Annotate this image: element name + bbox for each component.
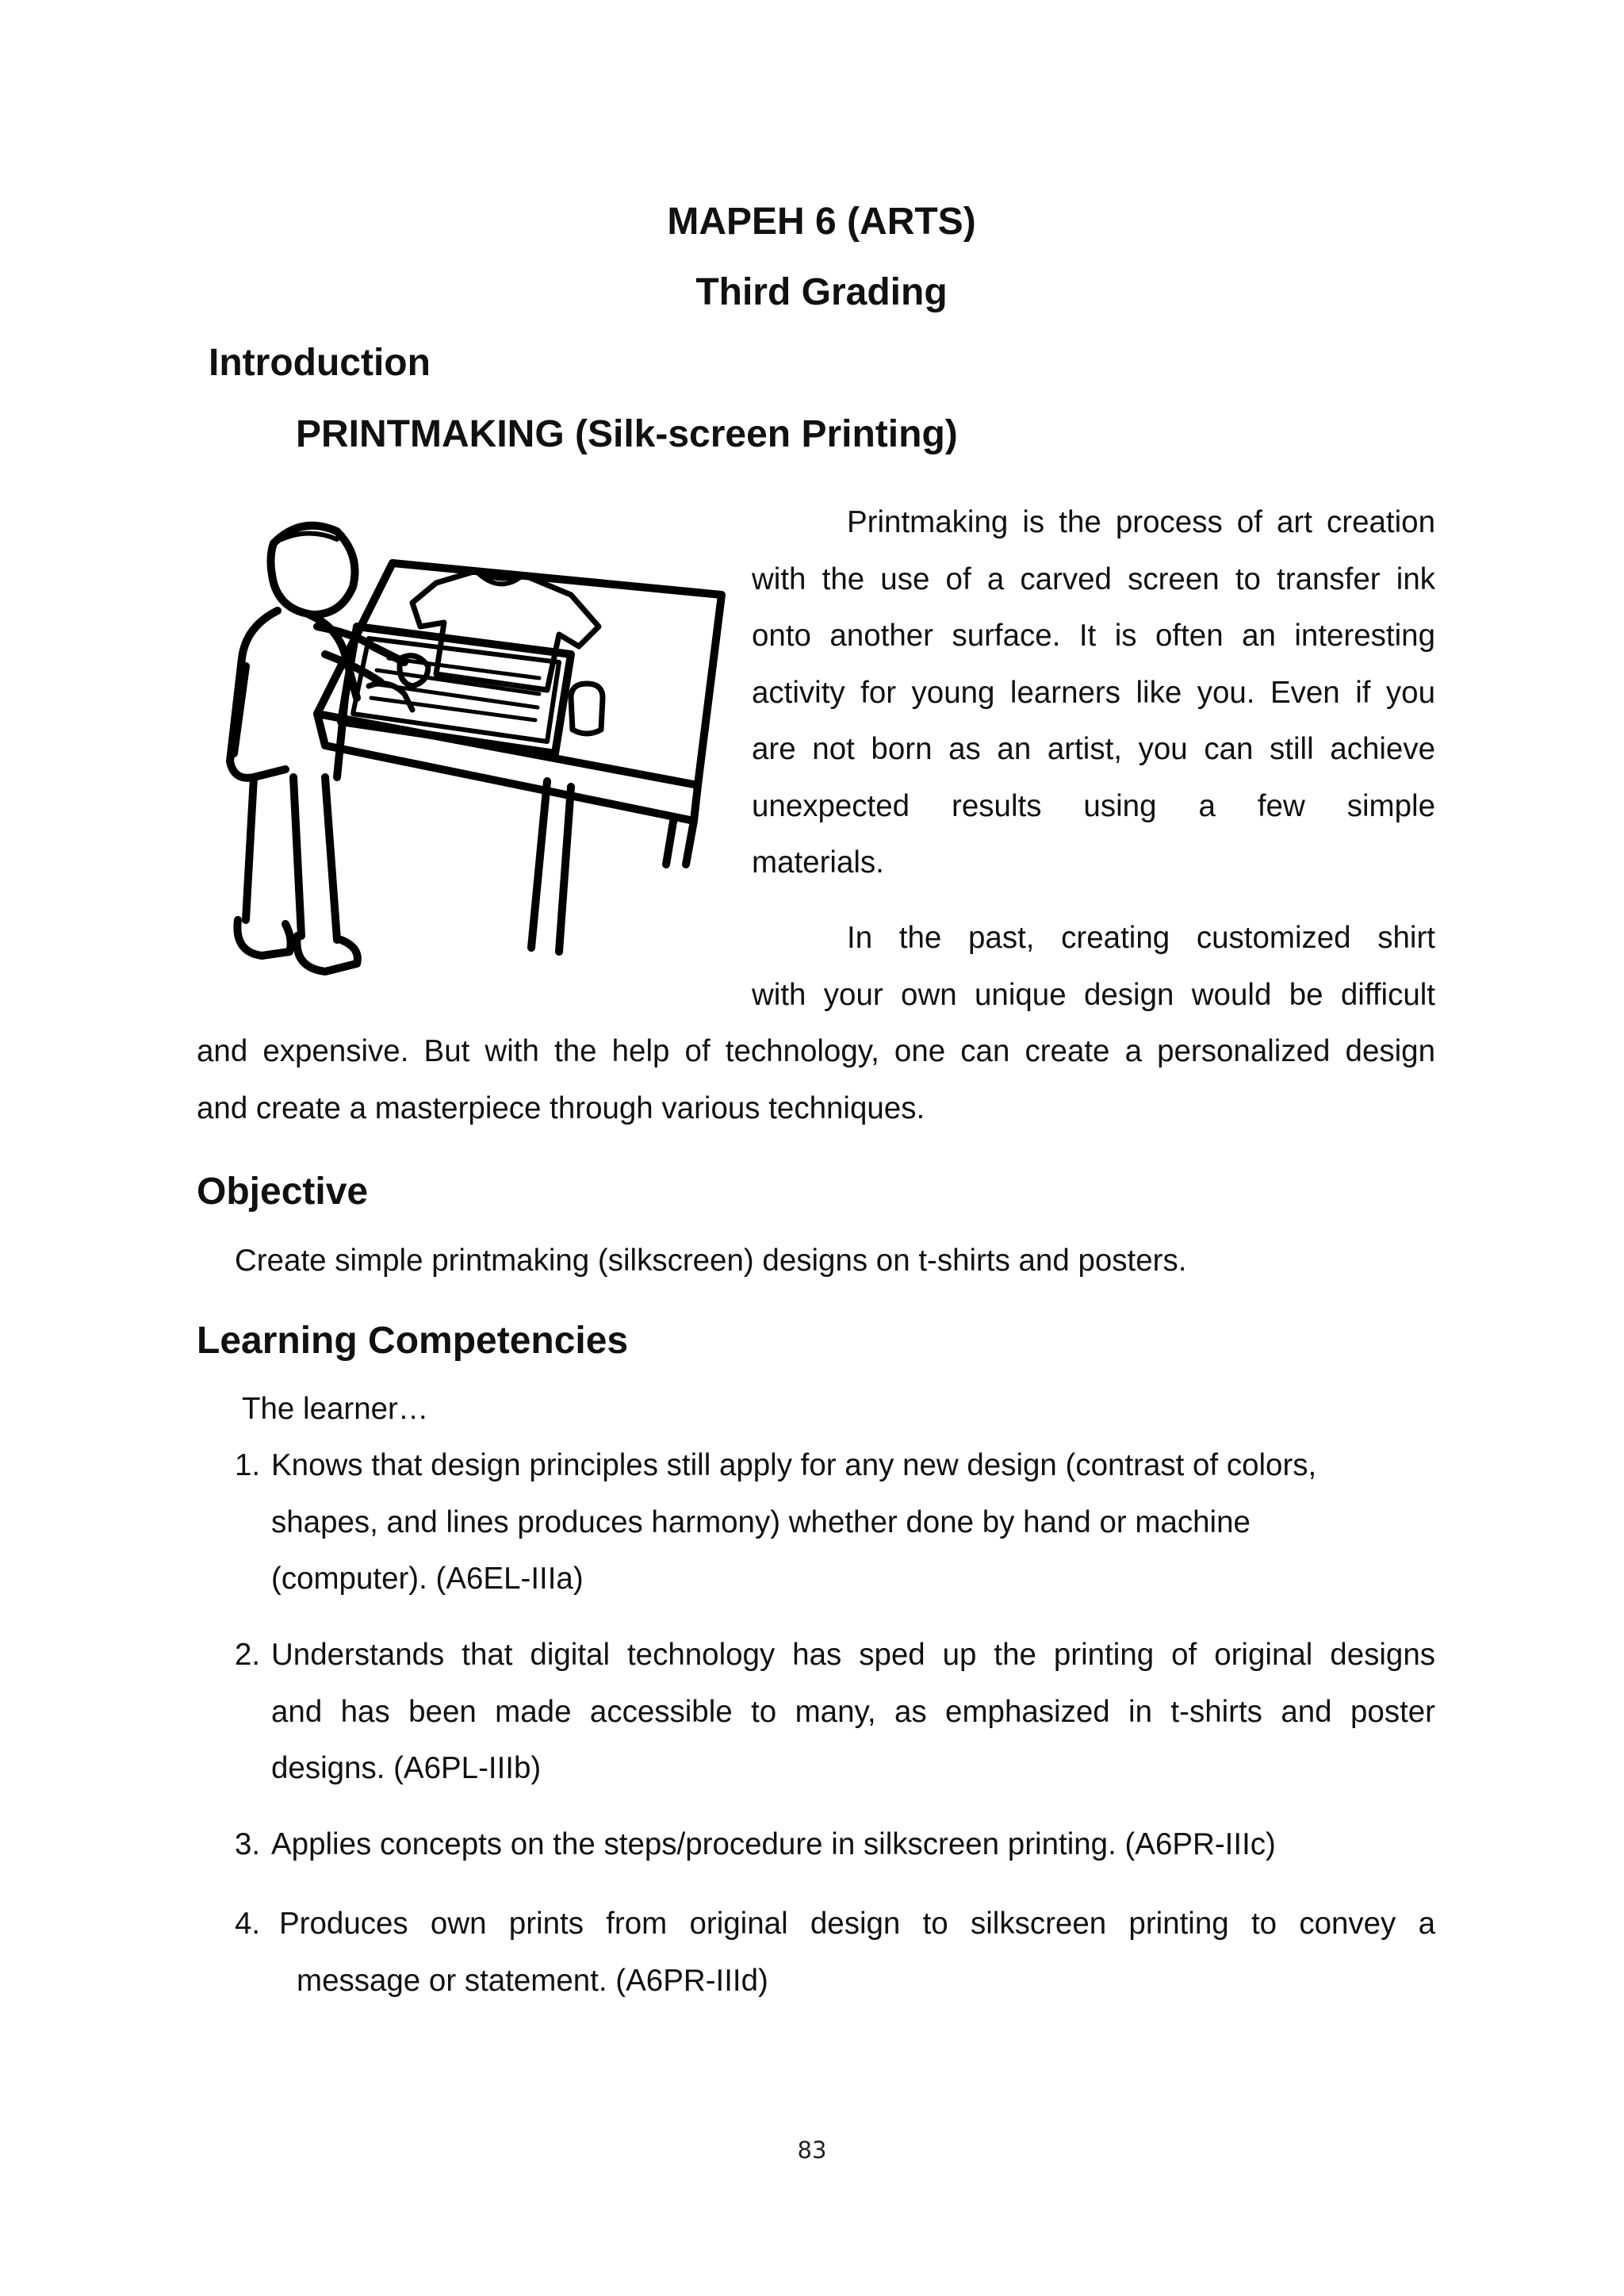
para1-line: Printmaking is the process of art creation xyxy=(847,505,1435,539)
person-silkscreen-printing-illustration xyxy=(198,508,737,1007)
intro-paragraph-1 xyxy=(752,494,1435,891)
competencies-heading: Learning Competencies xyxy=(197,1320,629,1362)
para1-line: unexpected results using a few simple xyxy=(752,788,1435,823)
para2-line: with your own unique design would be difficult xyxy=(752,977,1435,1012)
competency-item-4 xyxy=(235,1895,1435,2014)
competency-line: (computer). (A6EL-IIIa) xyxy=(271,1562,584,1596)
objective-heading: Objective xyxy=(197,1171,369,1213)
competency-line: message or statement. (A6PR-IIId) xyxy=(297,1963,768,1998)
objective-text: Create simple printmaking (silkscreen) designs on t-shirts and posters. xyxy=(235,1244,1187,1278)
competency-line: Understands that digital technology has sped up the printing of original designs xyxy=(271,1638,1435,1672)
competency-number: 1. xyxy=(235,1448,261,1482)
para1-line: activity for young learners like you. Even if you xyxy=(752,675,1435,710)
introduction-heading: Introduction xyxy=(209,342,431,384)
para1-line: are not born as an artist, you can still achieve xyxy=(752,732,1435,766)
page-number: 83 xyxy=(797,2137,827,2164)
competency-line: Applies concepts on the steps/procedure in silkscreen printing. (A6PR-IIIc) xyxy=(271,1827,1276,1861)
para2-line: In the past, creating customized shirt xyxy=(847,921,1435,955)
para1-line: onto another surface. It is often an interesting xyxy=(752,619,1435,653)
intro-paragraph-2-bottom xyxy=(197,1023,1435,1137)
competency-number: 2. xyxy=(235,1638,261,1672)
competency-number: 4. xyxy=(235,1907,261,1941)
competency-item-3 xyxy=(235,1816,1435,1880)
para1-line: with the use of a carved screen to transfer ink xyxy=(752,562,1435,596)
intro-paragraph-2-top xyxy=(752,910,1435,1023)
printmaking-subheading: PRINTMAKING (Silk-screen Printing) xyxy=(296,413,958,455)
competency-number: 3. xyxy=(235,1827,261,1861)
para2-line: and create a masterpiece through various techniques. xyxy=(197,1091,925,1125)
competency-item-2 xyxy=(235,1627,1435,1801)
competency-line: Produces own prints from original design to silkscreen printing to convey a xyxy=(279,1907,1435,1941)
competency-line: Knows that design principles still apply for any new design (contrast of colors, xyxy=(271,1448,1317,1482)
document-title: MAPEH 6 (ARTS) xyxy=(667,201,976,243)
competency-line: and has been made accessible to many, as emphasized in t-shirts and poster xyxy=(271,1694,1435,1729)
competency-line: shapes, and lines produces harmony) whether done by hand or machine xyxy=(271,1504,1251,1539)
competencies-intro: The learner… xyxy=(242,1392,429,1426)
competency-item-1 xyxy=(235,1437,1435,1612)
document-subtitle: Third Grading xyxy=(695,271,948,313)
para2-line: and expensive. But with the help of technology, one can create a personalized design xyxy=(197,1034,1435,1068)
para1-line: materials. xyxy=(752,845,884,880)
competency-line: designs. (A6PL-IIIb) xyxy=(271,1751,542,1785)
